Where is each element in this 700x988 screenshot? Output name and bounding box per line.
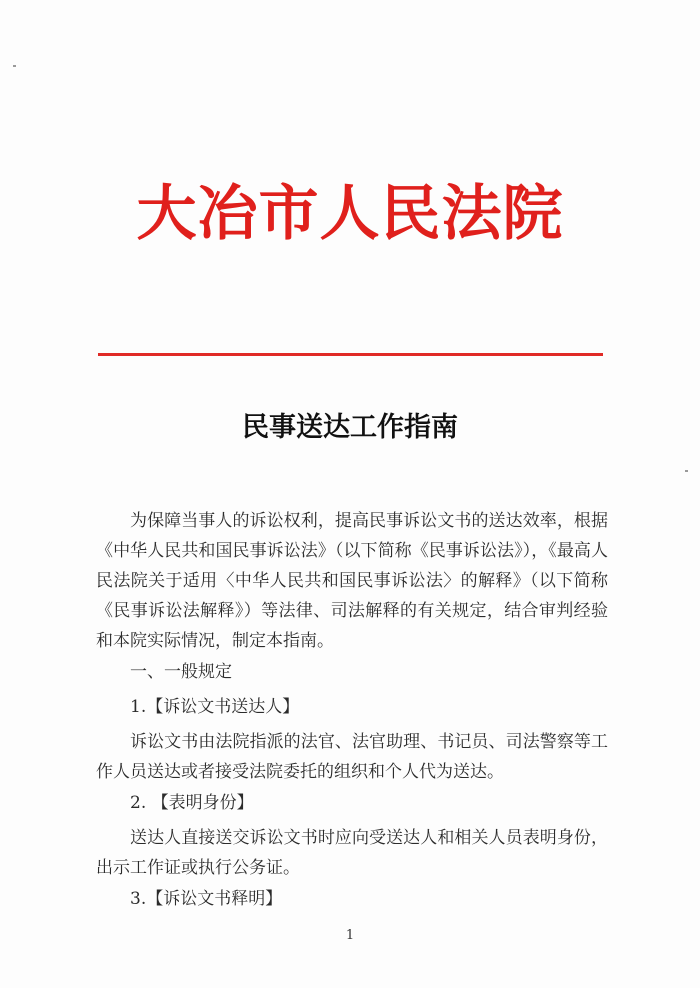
clause-heading: 1.【诉讼文书送达人】 [130,697,300,717]
document-title: 民事送达工作指南 [242,412,458,443]
red-header-rule [98,353,603,356]
page-number: 1 [345,928,355,943]
scan-speck [13,65,16,67]
document-body [96,506,608,919]
preamble-paragraph: 为保障当事人的诉讼权利，提高民事诉讼文书的送达效率，根据《中华人民共和国民事诉讼法》（以下简称《民事诉讼法》），《最高人民法院关于适用〈中华人民共和国民事诉讼法〉的解释》（以下简称《民事诉讼法解释》）等法律、司法解释的有关规定，结合审判经验和本院实际情况，制定本指南。 [96,511,608,651]
clause-heading: 3.【诉讼文书释明】 [130,889,283,909]
clause-paragraph: 送达人直接送交诉讼文书时应向受送达人和相关人员表明身份，出示工作证或执行公务证。 [96,828,608,878]
court-name-header: 大冶市人民法院 [136,179,564,249]
section-heading: 一、一般规定 [130,662,232,682]
scan-speck [685,470,688,472]
clause-paragraph: 诉讼文书由法院指派的法官、法官助理、书记员、司法警察等工作人员送达或者接受法院委托的组织和个人代为送达。 [96,732,608,782]
clause-heading: 2. 【表明身份】 [130,793,254,813]
